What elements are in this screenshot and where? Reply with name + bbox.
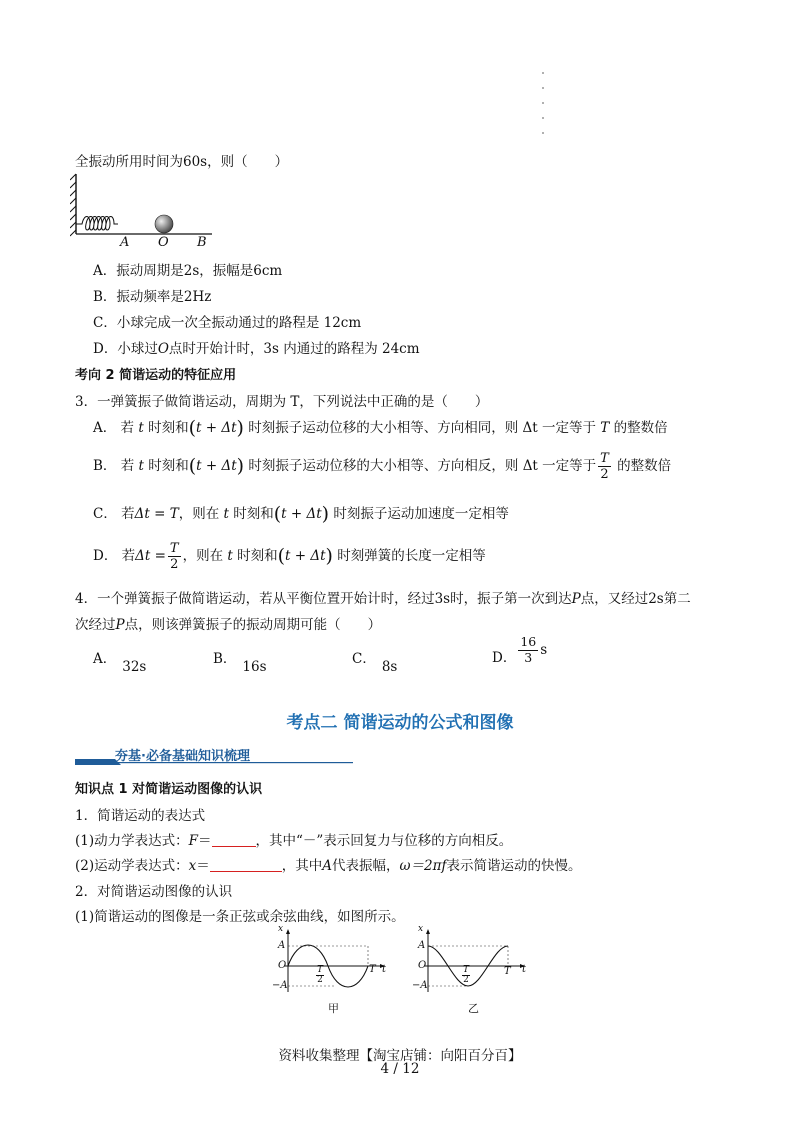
q4-option-d: D． $\frac{16}{3}$ s [492, 634, 548, 666]
q4-option-b: B． 16s [213, 651, 267, 675]
q4-option-c: C． 8s [352, 651, 398, 675]
para-expression-title: 1．简谐运动的表达式 [75, 808, 206, 824]
banner-text: 夯基·必备基础知识梳理 [115, 749, 250, 764]
footer-page-number: 4 / 12 [380, 1061, 420, 1077]
q3-option-b: B． 若 t 时刻和(t + Δt) 时刻振子运动位移的大小相等、方向相反，则 Δt 一定等于 $\frac{T}{2}$ 的整数倍 [93, 451, 672, 482]
section-kaoxiang2: 考向 2 简谐运动的特征应用 [75, 368, 237, 383]
label-O: O [158, 235, 169, 250]
graph-jia: x A O −A T t T 2 甲 [272, 924, 387, 1015]
spring-diagram [70, 172, 220, 250]
q2-option-b: B．振动频率是2Hz [93, 289, 212, 305]
q3-option-c: C． 若Δt = T，则在 t 时刻和(t + Δt) 时刻振子运动加速度一定相等 [93, 503, 509, 525]
q2-option-d: D．小球过O点时开始计时，3s 内通过的路程为 24cm [93, 341, 420, 357]
q4-line1: 4．一个弹簧振子做简谐运动，若从平衡位置开始计时，经过3s时，振子第一次到达P点，又经过2s第二 [75, 591, 691, 607]
q3-option-d: D． 若Δt = $\frac{T}{2}$ ，则在 t 时刻和(t + Δt) 时刻弹簧的长度一定相等 [93, 541, 486, 572]
knowledge-banner [75, 745, 353, 765]
label-A: A [120, 235, 130, 250]
para-graph-desc: (1)简谐运动的图像是一条正弦或余弦曲线，如图所示。 [75, 909, 405, 925]
para-graph-title: 2．对简谐运动图像的认识 [75, 884, 233, 900]
q2-stem-tail: 全振动所用时间为60s，则（ ） [75, 154, 289, 170]
q4-option-a: A． 32s [93, 651, 147, 675]
label-B: B [197, 235, 207, 250]
margin-dots [541, 70, 545, 142]
q3-stem: 3．一弹簧振子做简谐运动，周期为 T，下列说法中正确的是（ ） [75, 394, 489, 410]
kaodian2-title: 考点二 简谐运动的公式和图像 [286, 713, 514, 733]
q4-line2: 次经过P点，则该弹簧振子的振动周期可能（ ） [75, 617, 382, 633]
zhishidian1-heading: 知识点 1 对简谐运动图像的认识 [75, 782, 263, 797]
q2-option-a: A．振动周期是2s，振幅是6cm [93, 263, 283, 279]
para-kinematics: (2)运动学表达式：x＝ ，其中A代表振幅，ω＝2πf表示简谐运动的快慢。 [75, 858, 582, 874]
graph-yi-label: 乙 [468, 1002, 479, 1015]
graph-jia-label: 甲 [328, 1002, 339, 1015]
graph-yi: x A O −A T t T 2 乙 [412, 924, 527, 1015]
para-dynamics: (1)动力学表达式：F＝ ，其中“－”表示回复力与位移的方向相反。 [75, 833, 513, 849]
blank-dynamics [212, 846, 256, 847]
footer-shop: 资料收集整理【淘宝店铺：向阳百分百】 [278, 1048, 522, 1064]
q3-option-a: A． 若 t 时刻和(t + Δt) 时刻振子运动位移的大小相等、方向相同，则 Δt 一定等于 T 的整数倍 [93, 417, 668, 439]
q2-option-c: C．小球完成一次全振动通过的路程是 12cm [93, 315, 362, 331]
blank-kinematics [210, 871, 282, 872]
